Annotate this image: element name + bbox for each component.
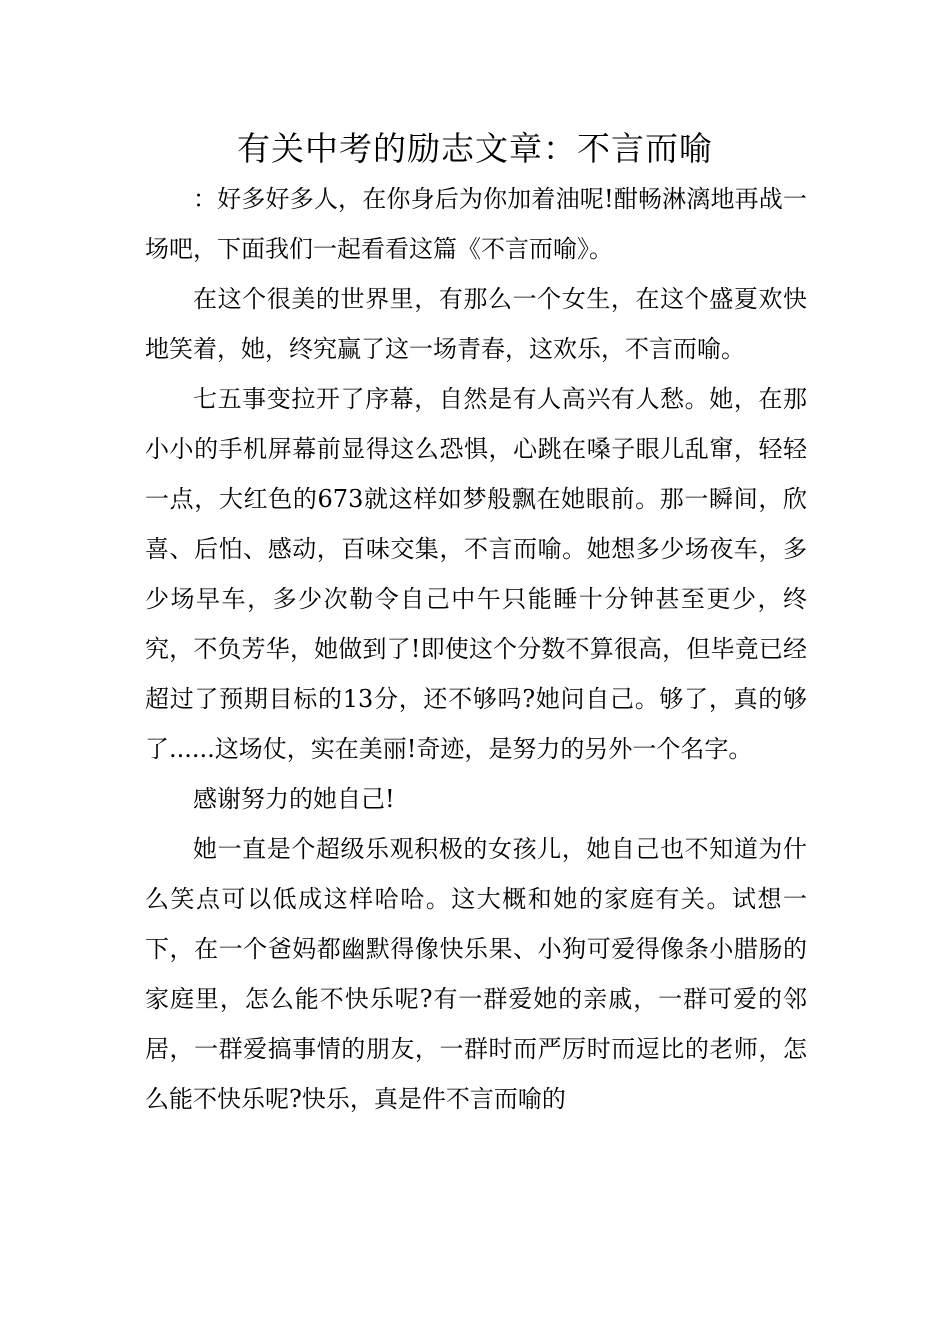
document-title: 有关中考的励志文章：不言而喻 bbox=[237, 129, 713, 168]
paragraph-intro: ：好多好多人，在你身后为你加着油呢!酣畅淋漓地再战一场吧，下面我们一起看看这篇《不言而喻》。 bbox=[145, 185, 807, 263]
paragraph-optimism: 她一直是个超级乐观积极的女孩儿，她自己也不知道为什么笑点可以低成这样哈哈。这大概和她的家庭有关。试想一下，在一个爸妈都幽默得像快乐果、小狗可爱得像条小腊肠的家庭里，怎么能不快乐呢?有一群爱她的亲戚，一群可爱的邻居，一群爱搞事情的朋友，一群时而严厉时而逗比的老师，怎么能不快乐呢?快乐，真是件不言而喻的 bbox=[145, 835, 807, 1113]
paragraph-summer: 在这个很美的世界里，有那么一个女生，在这个盛夏欢快地笑着，她，终究赢了这一场青春，这欢乐，不言而喻。 bbox=[145, 285, 807, 363]
document-body bbox=[145, 174, 807, 1124]
paragraph-thanks: 感谢努力的她自己! bbox=[193, 785, 395, 813]
paragraph-exam-result: 七五事变拉开了序幕，自然是有人高兴有人愁。她，在那小小的手机屏幕前显得这么恐惧，心跳在嗓子眼儿乱窜，轻轻一点，大红色的673就这样如梦般飘在她眼前。那一瞬间，欣喜、后怕、感动，百味交集，不言而喻。她想多少场夜车，多少场早车，多少次勒令自己中午只能睡十分钟甚至更少，终究，不负芳华，她做到了!即使这个分数不算很高，但毕竟已经超过了预期目标的13分，还不够吗?她问自己。够了，真的够了......这场仗，实在美丽!奇迹，是努力的另外一个名字。 bbox=[145, 385, 807, 763]
